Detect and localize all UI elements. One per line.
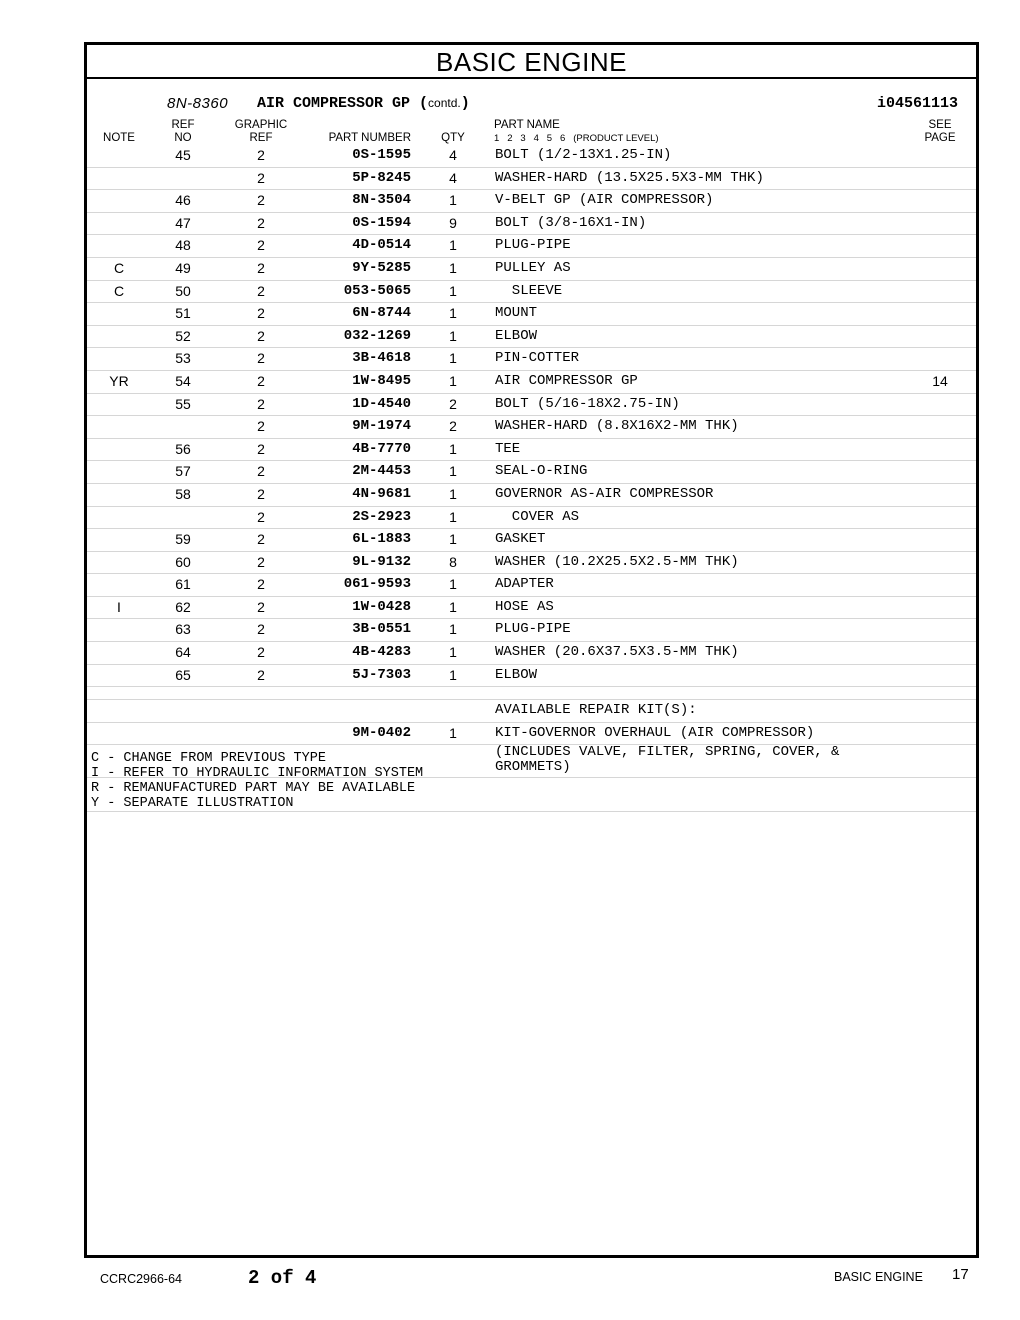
row-part-number: 4N-9681 xyxy=(352,485,411,502)
row-note: C xyxy=(113,259,125,276)
row-part-number: 9M-1974 xyxy=(352,418,411,435)
row-part-number: 0S-1595 xyxy=(352,147,411,163)
row-part-number: 1D-4540 xyxy=(352,395,411,412)
row-graphic-ref: 2 xyxy=(257,621,265,638)
row-graphic-ref: 2 xyxy=(257,372,265,389)
row-ref-no: 50 xyxy=(175,282,191,299)
kit-includes: (INCLUDES VALVE, FILTER, SPRING, COVER, & GROMMETS) xyxy=(495,744,840,776)
row-part-name: BOLT (5/16-18X2.75-IN) xyxy=(495,395,680,412)
row-part-number: 2M-4453 xyxy=(352,463,411,480)
row-note: I xyxy=(117,598,121,615)
row-graphic-ref: 2 xyxy=(257,576,265,593)
row-graphic-ref: 2 xyxy=(257,644,265,661)
row-ref-no: 62 xyxy=(175,598,191,615)
table-row xyxy=(87,439,976,462)
row-part-name: WASHER (20.6X37.5X3.5-MM THK) xyxy=(495,644,739,661)
row-ref-no: 56 xyxy=(175,440,191,457)
row-ref-no: 47 xyxy=(175,214,191,231)
table-row xyxy=(87,281,976,304)
row-qty: 1 xyxy=(449,508,457,525)
row-ref-no: 64 xyxy=(175,644,191,661)
table-row xyxy=(87,394,976,417)
table-row xyxy=(87,258,976,281)
row-part-name: HOSE AS xyxy=(495,598,554,615)
row-qty: 1 xyxy=(449,485,457,502)
row-qty: 4 xyxy=(449,169,457,186)
row-graphic-ref: 2 xyxy=(257,327,265,344)
row-part-name: PLUG-PIPE xyxy=(495,621,571,638)
group-header xyxy=(87,93,976,113)
note-line: Y - SEPARATE ILLUSTRATION xyxy=(91,796,294,811)
row-part-name: V-BELT GP (AIR COMPRESSOR) xyxy=(495,192,714,209)
row-part-name: TEE xyxy=(495,440,521,457)
row-part-number: 6L-1883 xyxy=(352,531,411,548)
row-qty: 1 xyxy=(449,192,457,209)
row-part-name: GOVERNOR AS-AIR COMPRESSOR xyxy=(495,485,714,502)
kit-qty: 1 xyxy=(449,724,457,741)
header-note: NOTE xyxy=(103,132,135,144)
row-qty: 1 xyxy=(449,259,457,276)
footer-page-number: 17 xyxy=(952,1266,969,1283)
notes-legend xyxy=(91,751,423,811)
row-graphic-ref: 2 xyxy=(257,350,265,367)
row-part-name: SLEEVE xyxy=(495,282,563,299)
row-qty: 1 xyxy=(449,531,457,548)
row-graphic-ref: 2 xyxy=(257,418,265,435)
table-row xyxy=(87,416,976,439)
table-row xyxy=(87,552,976,575)
table-row xyxy=(87,665,976,688)
row-ref-no: 58 xyxy=(175,485,191,502)
row-ref-no: 65 xyxy=(175,666,191,683)
row-part-number: 1W-0428 xyxy=(352,598,411,615)
header-graphic-top: GRAPHIC xyxy=(234,119,288,131)
row-qty: 2 xyxy=(449,395,457,412)
row-part-number: 6N-8744 xyxy=(352,305,411,322)
row-part-name: COVER AS xyxy=(495,508,580,525)
row-part-name: WASHER-HARD (13.5X25.5X3-MM THK) xyxy=(495,169,764,186)
row-graphic-ref: 2 xyxy=(257,553,265,570)
row-ref-no: 63 xyxy=(175,621,191,638)
row-ref-no: 45 xyxy=(175,147,191,163)
row-ref-no: 46 xyxy=(175,192,191,209)
row-qty: 1 xyxy=(449,327,457,344)
row-part-number: 4B-7770 xyxy=(352,440,411,457)
row-part-name: PULLEY AS xyxy=(495,259,571,276)
table-row xyxy=(87,529,976,552)
row-qty: 8 xyxy=(449,553,457,570)
footer-doc-code: CCRC2966-64 xyxy=(100,1272,182,1286)
header-see-top: SEE xyxy=(928,119,952,131)
row-note: YR xyxy=(109,372,129,389)
row-part-name: BOLT (3/8-16X1-IN) xyxy=(495,214,647,231)
row-part-name: WASHER (10.2X25.5X2.5-MM THK) xyxy=(495,553,739,570)
row-graphic-ref: 2 xyxy=(257,282,265,299)
kit-heading-row xyxy=(87,700,976,723)
notes-divider xyxy=(87,811,976,812)
row-part-number: 5P-8245 xyxy=(352,169,411,186)
row-part-name: WASHER-HARD (8.8X16X2-MM THK) xyxy=(495,418,739,435)
row-qty: 1 xyxy=(449,282,457,299)
row-see-page: 14 xyxy=(932,372,948,389)
row-graphic-ref: 2 xyxy=(257,259,265,276)
row-graphic-ref: 2 xyxy=(257,192,265,209)
row-part-name: BOLT (1/2-13X1.25-IN) xyxy=(495,147,672,163)
row-graphic-ref: 2 xyxy=(257,598,265,615)
kit-row xyxy=(87,723,976,746)
table-row xyxy=(87,235,976,258)
footer-page-of: 2 of 4 xyxy=(248,1267,317,1289)
row-ref-no: 52 xyxy=(175,327,191,344)
row-ref-no: 51 xyxy=(175,305,191,322)
row-graphic-ref: 2 xyxy=(257,463,265,480)
row-qty: 2 xyxy=(449,418,457,435)
row-qty: 1 xyxy=(449,350,457,367)
header-graphic-bottom: REF xyxy=(249,132,273,144)
row-qty: 1 xyxy=(449,598,457,615)
row-part-number: 3B-4618 xyxy=(352,350,411,367)
row-graphic-ref: 2 xyxy=(257,169,265,186)
row-note: C xyxy=(113,282,125,299)
header-see-bottom: PAGE xyxy=(924,132,956,144)
row-ref-no: 53 xyxy=(175,350,191,367)
table-row xyxy=(87,461,976,484)
row-graphic-ref: 2 xyxy=(257,440,265,457)
table-row xyxy=(87,145,976,168)
row-part-number: 3B-0551 xyxy=(352,621,411,638)
table-row xyxy=(87,574,976,597)
table-row xyxy=(87,303,976,326)
row-part-name: SEAL-O-RING xyxy=(495,463,588,480)
row-part-number: 053-5065 xyxy=(343,282,411,299)
row-part-name: ADAPTER xyxy=(495,576,554,593)
row-part-number: 1W-8495 xyxy=(352,372,411,389)
table-row xyxy=(87,619,976,642)
row-graphic-ref: 2 xyxy=(257,305,265,322)
row-part-name: AIR COMPRESSOR GP xyxy=(495,372,638,389)
row-graphic-ref: 2 xyxy=(257,237,265,254)
group-id: i04561113 xyxy=(876,95,958,112)
row-qty: 9 xyxy=(449,214,457,231)
row-part-number: 9L-9132 xyxy=(352,553,411,570)
table-row xyxy=(87,168,976,191)
row-part-number: 9Y-5285 xyxy=(352,259,411,276)
page-frame xyxy=(84,42,979,1258)
row-part-name: ELBOW xyxy=(495,327,538,344)
note-line: R - REMANUFACTURED PART MAY BE AVAILABLE xyxy=(91,781,416,796)
row-qty: 1 xyxy=(449,576,457,593)
kit-part-name: KIT-GOVERNOR OVERHAUL (AIR COMPRESSOR) xyxy=(495,724,815,741)
row-graphic-ref: 2 xyxy=(257,531,265,548)
row-graphic-ref: 2 xyxy=(257,508,265,525)
row-part-number: 5J-7303 xyxy=(352,666,411,683)
header-qty: QTY xyxy=(441,132,465,144)
kit-heading: AVAILABLE REPAIR KIT(S): xyxy=(495,702,697,719)
footer-section: BASIC ENGINE xyxy=(834,1270,923,1284)
row-qty: 1 xyxy=(449,440,457,457)
page-title: BASIC ENGINE xyxy=(87,45,976,79)
row-part-number: 2S-2923 xyxy=(352,508,411,525)
row-qty: 1 xyxy=(449,644,457,661)
row-qty: 1 xyxy=(449,621,457,638)
row-part-number: 0S-1594 xyxy=(352,214,411,231)
table-row xyxy=(87,213,976,236)
group-name-close: ) xyxy=(460,95,470,112)
row-part-name: PIN-COTTER xyxy=(495,350,580,367)
row-ref-no: 48 xyxy=(175,237,191,254)
table-row xyxy=(87,348,976,371)
note-line: I - REFER TO HYDRAULIC INFORMATION SYSTEM xyxy=(91,766,424,781)
table-row xyxy=(87,507,976,530)
row-qty: 1 xyxy=(449,237,457,254)
group-number: 8N-8360 xyxy=(167,95,229,112)
row-ref-no: 55 xyxy=(175,395,191,412)
table-header xyxy=(87,118,976,146)
table-row xyxy=(87,371,976,394)
row-qty: 1 xyxy=(449,305,457,322)
header-ref-bottom: NO xyxy=(174,132,192,144)
row-graphic-ref: 2 xyxy=(257,485,265,502)
row-graphic-ref: 2 xyxy=(257,395,265,412)
row-graphic-ref: 2 xyxy=(257,666,265,683)
row-ref-no: 57 xyxy=(175,463,191,480)
header-part-name: PART NAME xyxy=(494,119,560,131)
row-qty: 1 xyxy=(449,666,457,683)
row-ref-no: 54 xyxy=(175,372,191,389)
table-row xyxy=(87,597,976,620)
header-product-level: 1 2 3 4 5 6 (PRODUCT LEVEL) xyxy=(494,133,659,144)
row-part-name: GASKET xyxy=(495,531,546,548)
header-ref-top: REF xyxy=(171,119,195,131)
row-part-name: ELBOW xyxy=(495,666,538,683)
row-part-number: 8N-3504 xyxy=(352,192,411,209)
kit-spacer xyxy=(87,687,976,700)
row-graphic-ref: 2 xyxy=(257,147,265,163)
group-name xyxy=(257,95,470,112)
row-part-name: MOUNT xyxy=(495,305,538,322)
row-qty: 1 xyxy=(449,372,457,389)
row-ref-no: 49 xyxy=(175,259,191,276)
row-qty: 1 xyxy=(449,463,457,480)
header-part-number: PART NUMBER xyxy=(328,132,411,144)
row-part-number: 4D-0514 xyxy=(352,237,411,254)
row-part-name: PLUG-PIPE xyxy=(495,237,571,254)
row-part-number: 4B-4283 xyxy=(352,644,411,661)
note-line: C - CHANGE FROM PREVIOUS TYPE xyxy=(91,751,326,766)
row-part-number: 032-1269 xyxy=(343,327,411,344)
table-row xyxy=(87,190,976,213)
table-row xyxy=(87,484,976,507)
row-graphic-ref: 2 xyxy=(257,214,265,231)
table-row xyxy=(87,642,976,665)
group-name-text: AIR COMPRESSOR GP ( xyxy=(257,95,429,112)
parts-table xyxy=(87,145,976,778)
row-part-number: 061-9593 xyxy=(343,576,411,593)
row-ref-no: 59 xyxy=(175,531,191,548)
group-contd: contd. xyxy=(428,96,461,110)
row-ref-no: 60 xyxy=(175,553,191,570)
row-ref-no: 61 xyxy=(175,576,191,593)
row-qty: 4 xyxy=(449,147,457,163)
table-row xyxy=(87,326,976,349)
kit-part-number: 9M-0402 xyxy=(352,724,411,741)
